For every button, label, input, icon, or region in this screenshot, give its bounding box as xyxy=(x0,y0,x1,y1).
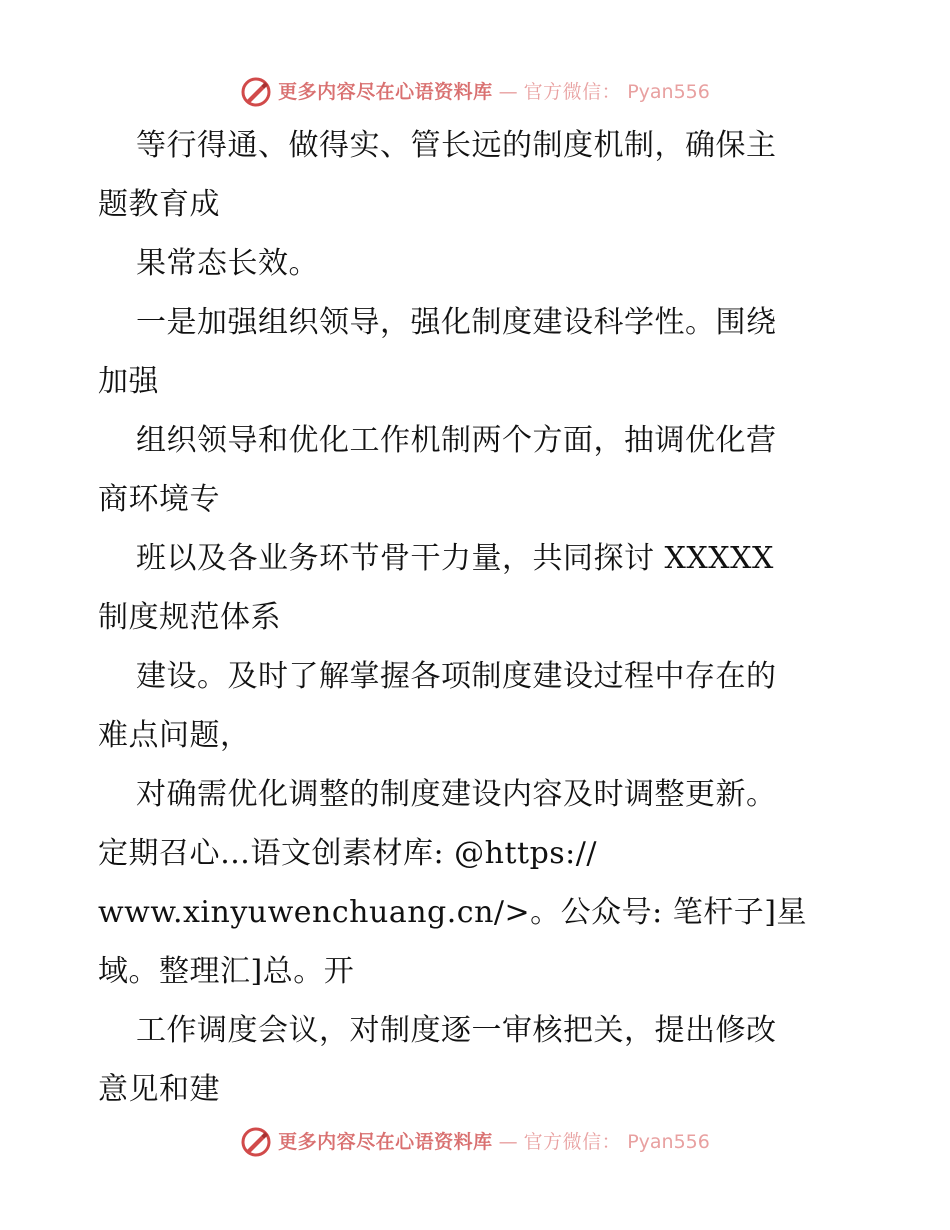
body-line: 难点问题， xyxy=(98,718,251,753)
header-watermark xyxy=(0,76,950,108)
watermark-wechat-label: 官方微信： xyxy=(523,81,622,103)
document-body xyxy=(98,116,858,1119)
footer-watermark xyxy=(0,1126,950,1158)
body-line: 组织领导和优化工作机制两个方面，抽调优化营 xyxy=(136,423,777,458)
watermark-separator: — xyxy=(498,1131,518,1153)
body-line: 果常态长效。 xyxy=(136,246,319,281)
watermark-title: 更多内容尽在心语资料库 xyxy=(278,1131,493,1153)
body-line: 域。整理汇]总。开 xyxy=(98,954,355,989)
body-line: www.xinyuwenchuang.cn/>。公众号: 笔杆子]星 xyxy=(98,895,807,930)
watermark-separator: — xyxy=(498,81,518,103)
body-line: 等行得通、做得实、管长远的制度机制，确保主 xyxy=(136,128,777,163)
body-line: 一是加强组织领导，强化制度建设科学性。围绕 xyxy=(136,305,777,340)
body-line: 加强 xyxy=(98,364,159,399)
body-line: 建设。及时了解掌握各项制度建设过程中存在的 xyxy=(136,659,777,694)
watermark-title: 更多内容尽在心语资料库 xyxy=(278,81,493,103)
pen-circle-icon xyxy=(240,76,272,108)
body-line: 意见和建 xyxy=(98,1072,220,1107)
pen-circle-icon xyxy=(240,1126,272,1158)
body-line: 题教育成 xyxy=(98,187,220,222)
body-line: 班以及各业务环节骨干力量，共同探讨 XXXXX xyxy=(136,541,774,576)
body-line: 商环境专 xyxy=(98,482,220,517)
watermark-wechat-id: Pyan556 xyxy=(627,1131,710,1153)
body-line: 工作调度会议，对制度逐一审核把关，提出修改 xyxy=(136,1013,777,1048)
body-line: 定期召心…语文创素材库: @https:// xyxy=(98,836,597,871)
watermark-wechat-label: 官方微信： xyxy=(523,1131,622,1153)
body-line: 对确需优化调整的制度建设内容及时调整更新。 xyxy=(136,777,777,812)
body-line: 制度规范体系 xyxy=(98,600,281,635)
watermark-wechat-id: Pyan556 xyxy=(627,81,710,103)
